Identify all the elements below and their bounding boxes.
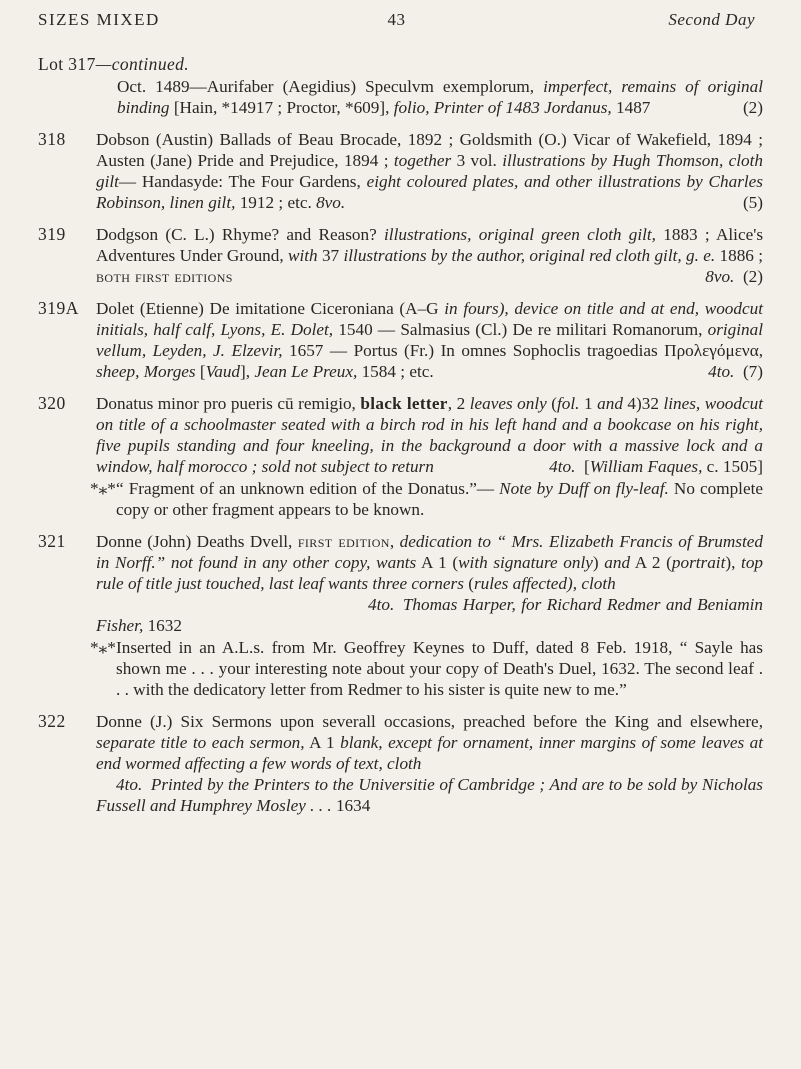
lot-entry-321 [38, 531, 763, 700]
note-321: *⁎*Inserted in an A.L.s. from Mr. Geoffrey Keynes to Duff, dated 8 Feb. 1918, “ Sayle has shown me . . . your interesting note about your copy of Death's Duel, 1632. The second leaf . . . with the dedicatory letter from Redmer to his sister is quite new to me.” [90, 638, 763, 699]
note-asterisks: *⁎* [90, 638, 116, 657]
page-number: 43 [387, 10, 406, 29]
header-day: Second Day [668, 10, 755, 29]
item-count: (7) [742, 362, 763, 381]
lot-entry-319a [38, 298, 763, 382]
entry-text: Donne (J.) Six Sermons upon severall occasions, preached before the King and elsewhere, separate title to each sermon, A 1 blank, except for ornament, inner margins of some leaves at end wormed affecting a few words of text, cloth 4to. Printed by the Printers to the Universitie of Cambridge ; And are to be sold by Nicholas Fussell and Humphrey Mosley . . . 1634 [96, 712, 764, 815]
entry-text: Donatus minor pro pueris cū remigio, black letter, 2 leaves only (fol. 1 and 4)32 lines, woodcut on title of a schoolmaster seated with a birch rod in his left hand and a bookcase on his right, five pupils standing and four kneeling, in the background a door with a massive lock and a window, half morocco ; sold not subject to return 4to. [William Faques, c. 1505] [96, 394, 763, 476]
lot-heading [38, 54, 189, 75]
lot-label: Lot 317 [38, 54, 96, 74]
entry-text: Dodgson (C. L.) Rhyme? and Reason? illustrations, original green cloth gilt, 1883 ; Alice's Adventures Under Ground, with 37 illustrations by the author, original red cloth gilt, g. e. 1886 ; both first editions 8vo. (2) [96, 225, 764, 286]
lot-entry-318 [38, 129, 763, 213]
entry-text: Dolet (Etienne) De imitatione Ciceroniana (A–G in fours), device on title and at end, woodcut initials, half calf, Lyons, E. Dolet, 1540 — Salmasius (Cl.) De re militari Romanorum, original vellum, Leyden, J. Elzevir, 1657 — Portus (Fr.) In omnes Sophoclis tragoedias Προλεγόμενα, sheep, Morges [Vaud], Jean Le Preux, 1584 ; etc. 4to. (7) [96, 299, 763, 381]
note-asterisks: *⁎* [90, 479, 116, 498]
catalogue-entries [38, 76, 763, 827]
lot-continued: —continued. [95, 54, 190, 74]
lot-number: 319A [38, 298, 79, 318]
lot-entry-319 [38, 224, 763, 287]
entry-text: Oct. 1489—Aurifaber (Aegidius) Speculvm exemplorum, imperfect, remains of original binding [Hain, *14917 ; Proctor, *609], folio, Printer of 1483 Jordanus, 1487 (2) [117, 77, 763, 117]
entry-text: Dobson (Austin) Ballads of Beau Brocade, 1892 ; Goldsmith (O.) Vicar of Wakefield, 1894 ; Austen (Jane) Pride and Prejudice, 1894 ; together 3 vol. illustrations by Hugh Thomson, cloth gilt— Handasyde: The Four Gardens, eight coloured plates, and other illustrations by Charles Robinson, linen gilt, 1912 ; etc. 8vo. (5) [96, 130, 763, 212]
header-sizes: SIZES MIXED [38, 10, 160, 29]
page-header [38, 10, 755, 40]
lot-number: 321 [38, 531, 66, 551]
item-count: (5) [742, 193, 763, 212]
lot-number: 319 [38, 224, 66, 244]
item-count: (2) [742, 267, 763, 286]
item-count: (2) [742, 98, 763, 117]
note-320: *⁎*“ Fragment of an unknown edition of the Donatus.”— Note by Duff on fly-leaf. No complete copy or other fragment appears to be known. [90, 479, 763, 519]
lot-entry-322 [38, 711, 763, 816]
lot-entry-320 [38, 393, 763, 520]
lot-number: 322 [38, 711, 66, 731]
lot-number: 318 [38, 129, 66, 149]
lot-number: 320 [38, 393, 66, 413]
lot-entry-317-continued [38, 76, 763, 118]
entry-text: Donne (John) Deaths Dvell, first edition, dedication to “ Mrs. Elizabeth Francis of Brumsted in Norff.” not found in any other copy, wants A 1 (with signature only) and A 2 (portrait), top rule of title just touched, last leaf wants three corners (rules affected), cloth 4to. Thomas Harper, for Richard Redmer and Beniamin Fisher, 1632 [96, 532, 764, 635]
